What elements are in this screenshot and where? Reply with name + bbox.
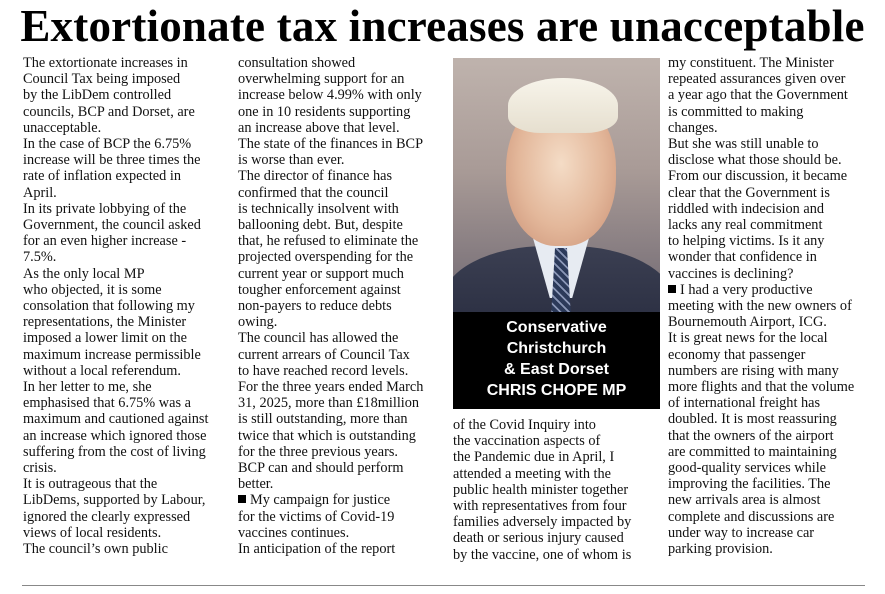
article-line: lacks any real commitment xyxy=(668,217,823,234)
article-line: In its private lobbying of the xyxy=(23,200,187,217)
article-line: the Pandemic due in April, I xyxy=(453,449,615,466)
article-line: Council Tax being imposed xyxy=(23,71,181,88)
article-line: who objected, it is some xyxy=(23,281,162,298)
article-line: unacceptable. xyxy=(23,119,102,136)
article-line: non-payers to reduce debts xyxy=(238,298,392,315)
article-line: The council has allowed the xyxy=(238,330,399,347)
article-line: overwhelming support for an xyxy=(238,71,405,88)
article-column-2 xyxy=(238,55,448,557)
article-line: From our discussion, it became xyxy=(668,168,848,185)
article-line: economy that passenger xyxy=(668,346,806,363)
article-line: changes. xyxy=(668,119,718,136)
article-line: crisis. xyxy=(23,460,57,477)
article-line: suffering from the cost of living xyxy=(23,443,206,460)
article-line: The council’s own public xyxy=(23,541,168,558)
article-line: owing. xyxy=(238,314,278,331)
article-line: April. xyxy=(23,184,57,201)
article-line: The director of finance has xyxy=(238,168,393,185)
article-line: by the LibDem controlled xyxy=(23,87,172,104)
article-line: attended a meeting with the xyxy=(453,465,612,482)
article-line: Bournemouth Airport, ICG. xyxy=(668,314,827,331)
article-line: disclose what those should be. xyxy=(668,152,842,169)
article-line: an increase above that level. xyxy=(238,119,400,136)
photo-caption xyxy=(453,312,660,409)
article-line: wonder that confidence in xyxy=(668,249,817,266)
article-line: For the three years ended March xyxy=(238,379,424,396)
article-line: new arrivals area is almost xyxy=(668,492,821,509)
bottom-divider xyxy=(22,585,865,586)
article-column-4 xyxy=(668,55,868,557)
article-line: Government, the council asked xyxy=(23,217,201,234)
article-line: maximum increase permissible xyxy=(23,346,201,363)
article-line: In her letter to me, she xyxy=(23,379,152,396)
article-line: for the victims of Covid-19 xyxy=(238,508,395,525)
caption-constituency-1: Christchurch xyxy=(506,340,607,357)
article-line: I had a very productive xyxy=(668,282,868,298)
article-line: that the owners of the airport xyxy=(668,427,834,444)
article-line: riddled with indecision and xyxy=(668,200,825,217)
article-line: one in 10 residents supporting xyxy=(238,103,411,120)
article-column-3 xyxy=(453,417,658,563)
article-line: with representatives from four xyxy=(453,498,627,515)
bullet-square-icon xyxy=(238,495,246,503)
article-line: to have reached record levels. xyxy=(238,362,409,379)
article-line: It is great news for the local xyxy=(668,330,828,347)
article-line: is committed to making xyxy=(668,103,804,120)
article-line: is technically insolvent with xyxy=(238,200,399,217)
article-line: vaccines continues. xyxy=(238,524,350,541)
article-line: clear that the Government is xyxy=(668,184,830,201)
article-line: doubled. It is most reassuring xyxy=(668,411,837,428)
article-line: BCP can and should perform xyxy=(238,460,404,477)
article-line: death or serious injury caused xyxy=(453,530,624,547)
article-line: current year or support much xyxy=(238,265,404,282)
article-line: confirmed that the council xyxy=(238,184,389,201)
article-line: LibDems, supported by Labour, xyxy=(23,492,206,509)
article-line: to helping victims. Is it any xyxy=(668,233,825,250)
article-line: ignored the clearly expressed xyxy=(23,508,191,525)
article-line: that, he refused to eliminate the xyxy=(238,233,419,250)
bullet-square-icon xyxy=(668,285,676,293)
article-line: improving the facilities. The xyxy=(668,476,831,493)
article-line: My campaign for justice xyxy=(238,492,448,508)
article-line: increase below 4.99% with only xyxy=(238,87,422,104)
article-column-1 xyxy=(23,55,228,557)
article-line: rate of inflation expected in xyxy=(23,168,181,185)
article-line: councils, BCP and Dorset, are xyxy=(23,103,195,120)
article-line: views of local residents. xyxy=(23,524,162,541)
article-line: imposed a lower limit on the xyxy=(23,330,187,347)
article-line: projected overspending for the xyxy=(238,249,414,266)
article-line: parking provision. xyxy=(668,541,773,558)
article-line: of international freight has xyxy=(668,395,821,412)
article-line: complete and discussions are xyxy=(668,508,835,525)
article-line: vaccines is declining? xyxy=(668,265,794,282)
article-line: public health minister together xyxy=(453,481,629,498)
mp-portrait-photo xyxy=(453,58,660,312)
article-line: representations, the Minister xyxy=(23,314,187,331)
caption-mp-name: CHRIS CHOPE MP xyxy=(486,382,627,399)
article-line: emphasised that 6.75% was a xyxy=(23,395,191,412)
article-line: an increase which ignored those xyxy=(23,427,207,444)
article-line: by the vaccine, one of whom is xyxy=(453,546,632,563)
article-line: But she was still unable to xyxy=(668,136,819,153)
article-line: for the three previous years. xyxy=(238,443,398,460)
article-line: As the only local MP xyxy=(23,265,145,282)
article-line: meeting with the new owners of xyxy=(668,298,852,315)
article-line: of the Covid Inquiry into xyxy=(453,417,596,433)
article-line: repeated assurances given over xyxy=(668,71,846,88)
article-line: increase will be three times the xyxy=(23,152,201,169)
article-line: without a local referendum. xyxy=(23,362,181,379)
article-line: is worse than ever. xyxy=(238,152,345,169)
article-line: families adversely impacted by xyxy=(453,514,632,531)
article-line: under way to increase car xyxy=(668,524,815,541)
article-line: for an even higher increase - xyxy=(23,233,187,250)
article-line: ballooning debt. But, despite xyxy=(238,217,403,234)
article-line: more flights and that the volume xyxy=(668,379,855,396)
article-line: tougher enforcement against xyxy=(238,281,401,298)
article-line: 31, 2025, more than £18million xyxy=(238,395,420,412)
article-line: 7.5%. xyxy=(23,249,57,266)
headline: Extortionate tax increases are unacceptable xyxy=(20,1,865,51)
article-line: better. xyxy=(238,476,274,493)
article-line: In the case of BCP the 6.75% xyxy=(23,136,192,153)
article-line: The state of the finances in BCP xyxy=(238,136,424,153)
article-line: a year ago that the Government xyxy=(668,87,848,104)
article-line: In anticipation of the report xyxy=(238,541,396,558)
article-line: The extortionate increases in xyxy=(23,55,188,71)
article-line: are committed to maintaining xyxy=(668,443,837,460)
article-line: current arrears of Council Tax xyxy=(238,346,410,363)
article-line: is still outstanding, more than xyxy=(238,411,408,428)
article-line: good-quality services while xyxy=(668,460,827,477)
article-line: numbers are rising with many xyxy=(668,362,839,379)
article-line: consultation showed xyxy=(238,55,356,71)
article-line: consolation that following my xyxy=(23,298,195,315)
article-line: It is outrageous that the xyxy=(23,476,158,493)
caption-party: Conservative xyxy=(506,319,607,336)
article-line: maximum and cautioned against xyxy=(23,411,209,428)
caption-constituency-2: & East Dorset xyxy=(504,361,609,378)
article-line: my constituent. The Minister xyxy=(668,55,834,71)
article-line: twice that which is outstanding xyxy=(238,427,416,444)
article-line: the vaccination aspects of xyxy=(453,433,601,450)
